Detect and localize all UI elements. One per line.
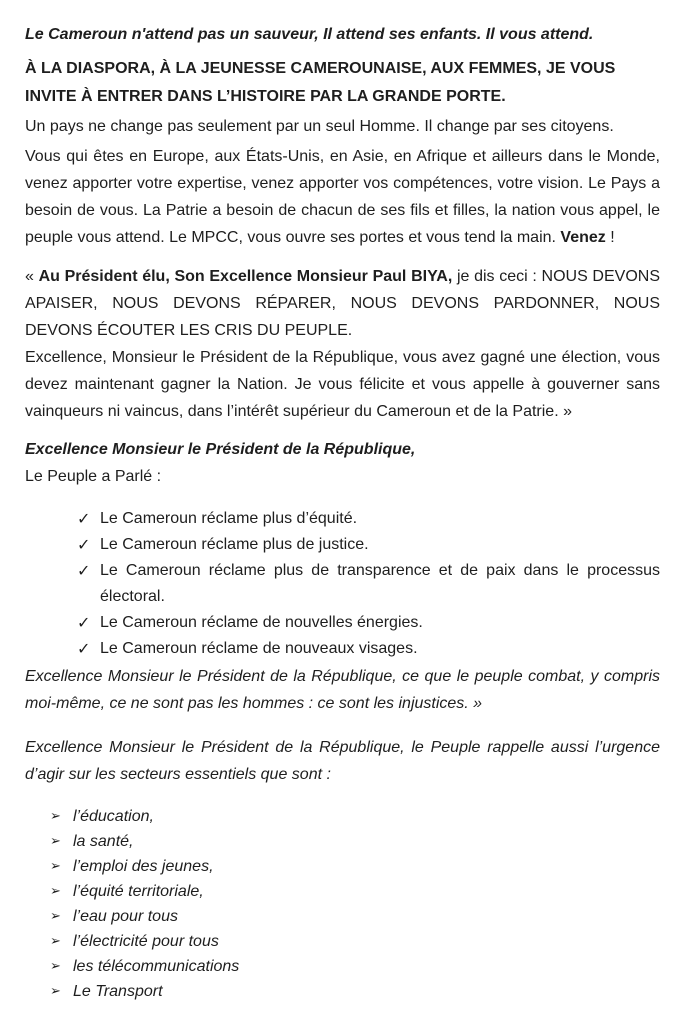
sector-text: la santé, [73,833,134,850]
diaspora-call-heading: À LA DIASPORA, À LA JEUNESSE CAMEROUNAISE, AUX FEMMES, JE VOUS INVITE À ENTRER DANS L’HISTOIRE PAR LA GRANDE PORTE. [25,60,616,105]
sector-list-item [50,979,660,1004]
quote-line-2: Excellence, Monsieur le Président de la République, vous avez gagné une élection, vous devez maintenant gagner la Nation. Je vous félicite et vous appelle à gouverner sans vainqueurs ni vaincus, dans l’intérêt supérieur du Cameroun et de la Patrie. » [25,349,660,420]
arrow-bullet-icon: ➢ [50,859,61,874]
sector-list-item [50,904,660,929]
people-spoke-line: Le Peuple a Parlé : [25,468,162,485]
arrow-bullet-icon: ➢ [50,884,61,899]
sector-text: Le Transport [73,983,163,1000]
demand-list-item [77,610,660,636]
demand-list-item [77,506,660,532]
sector-text: l’éducation, [73,808,154,825]
quote-line-1-rest: je dis ceci : NOUS DEVONS APAISER, NOUS DEVONS RÉPARER, NOUS DEVONS PARDONNER, NOUS DEVONS ÉCOUTER LES CRIS DU PEUPLE. [25,268,660,339]
sector-list-item [50,804,660,829]
demand-text: Le Cameroun réclame plus de transparence et de paix dans le processus électoral. [100,562,660,605]
sectors-intro-paragraph: Excellence Monsieur le Président de la République, le Peuple rappelle aussi l’urgence d’agir sur les secteurs essentiels que sont : [25,739,660,783]
sector-text: les télécommunications [73,958,240,975]
sector-text: l’électricité pour tous [73,933,219,950]
demand-text: Le Cameroun réclame plus d’équité. [100,510,358,527]
quote-line-1 [25,263,660,344]
intro-line: Le Cameroun n'attend pas un sauveur, Il attend ses enfants. Il vous attend. [25,26,594,43]
sector-text: l’emploi des jeunes, [73,858,214,875]
citizens-line: Un pays ne change pas seulement par un seul Homme. Il change par ses citoyens. [25,118,614,135]
sector-list-item [50,954,660,979]
sectors-list [25,804,660,1004]
demand-list-item [77,558,660,610]
checkmark-icon: ✓ [77,639,91,658]
sector-list-item [50,854,660,879]
injustices-paragraph: Excellence Monsieur le Président de la République, ce que le peuple combat, y compris moi-même, ce ne sont pas les hommes : ce sont les injustices. » [25,668,660,712]
checkmark-icon: ✓ [77,535,91,554]
demand-list-item [77,636,660,662]
checkmark-icon: ✓ [77,509,91,528]
diaspora-paragraph-text: Vous qui êtes en Europe, aux États-Unis, en Asie, en Afrique et ailleurs dans le Monde, venez apporter votre expertise, venez apporter vos compétences, votre vision. Le Pays a besoin de vous. La Patrie a besoin de chacun de ses fils et filles, la nation vous appel, le peuple vous attend. Le MPCC, vous ouvre ses portes et vous tend la main. [25,148,660,246]
sector-text: l’eau pour tous [73,908,178,925]
arrow-bullet-icon: ➢ [50,809,61,824]
demand-list-item [77,532,660,558]
demand-text: Le Cameroun réclame plus de justice. [100,536,369,553]
president-quote-block [25,263,660,425]
demand-text: Le Cameroun réclame de nouveaux visages. [100,640,418,657]
checkmark-icon: ✓ [77,561,91,580]
arrow-bullet-icon: ➢ [50,984,61,999]
arrow-bullet-icon: ➢ [50,834,61,849]
sector-text: l’équité territoriale, [73,883,204,900]
salutation-line: Excellence Monsieur le Président de la République, [25,441,416,458]
venez-emphasis: Venez [560,229,606,246]
quote-open-guillemet: « [25,268,39,285]
checkmark-icon: ✓ [77,613,91,632]
quote-bold-address: Au Président élu, Son Excellence Monsieur Paul BIYA, [38,268,453,285]
demand-text: Le Cameroun réclame de nouvelles énergies. [100,614,423,631]
sector-list-item [50,829,660,854]
diaspora-paragraph-suffix: ! [605,229,615,246]
sector-list-item [50,929,660,954]
arrow-bullet-icon: ➢ [50,934,61,949]
arrow-bullet-icon: ➢ [50,959,61,974]
demands-list [25,506,660,662]
sector-list-item [50,879,660,904]
diaspora-paragraph [25,143,660,251]
salutation-block [25,436,660,490]
arrow-bullet-icon: ➢ [50,909,61,924]
